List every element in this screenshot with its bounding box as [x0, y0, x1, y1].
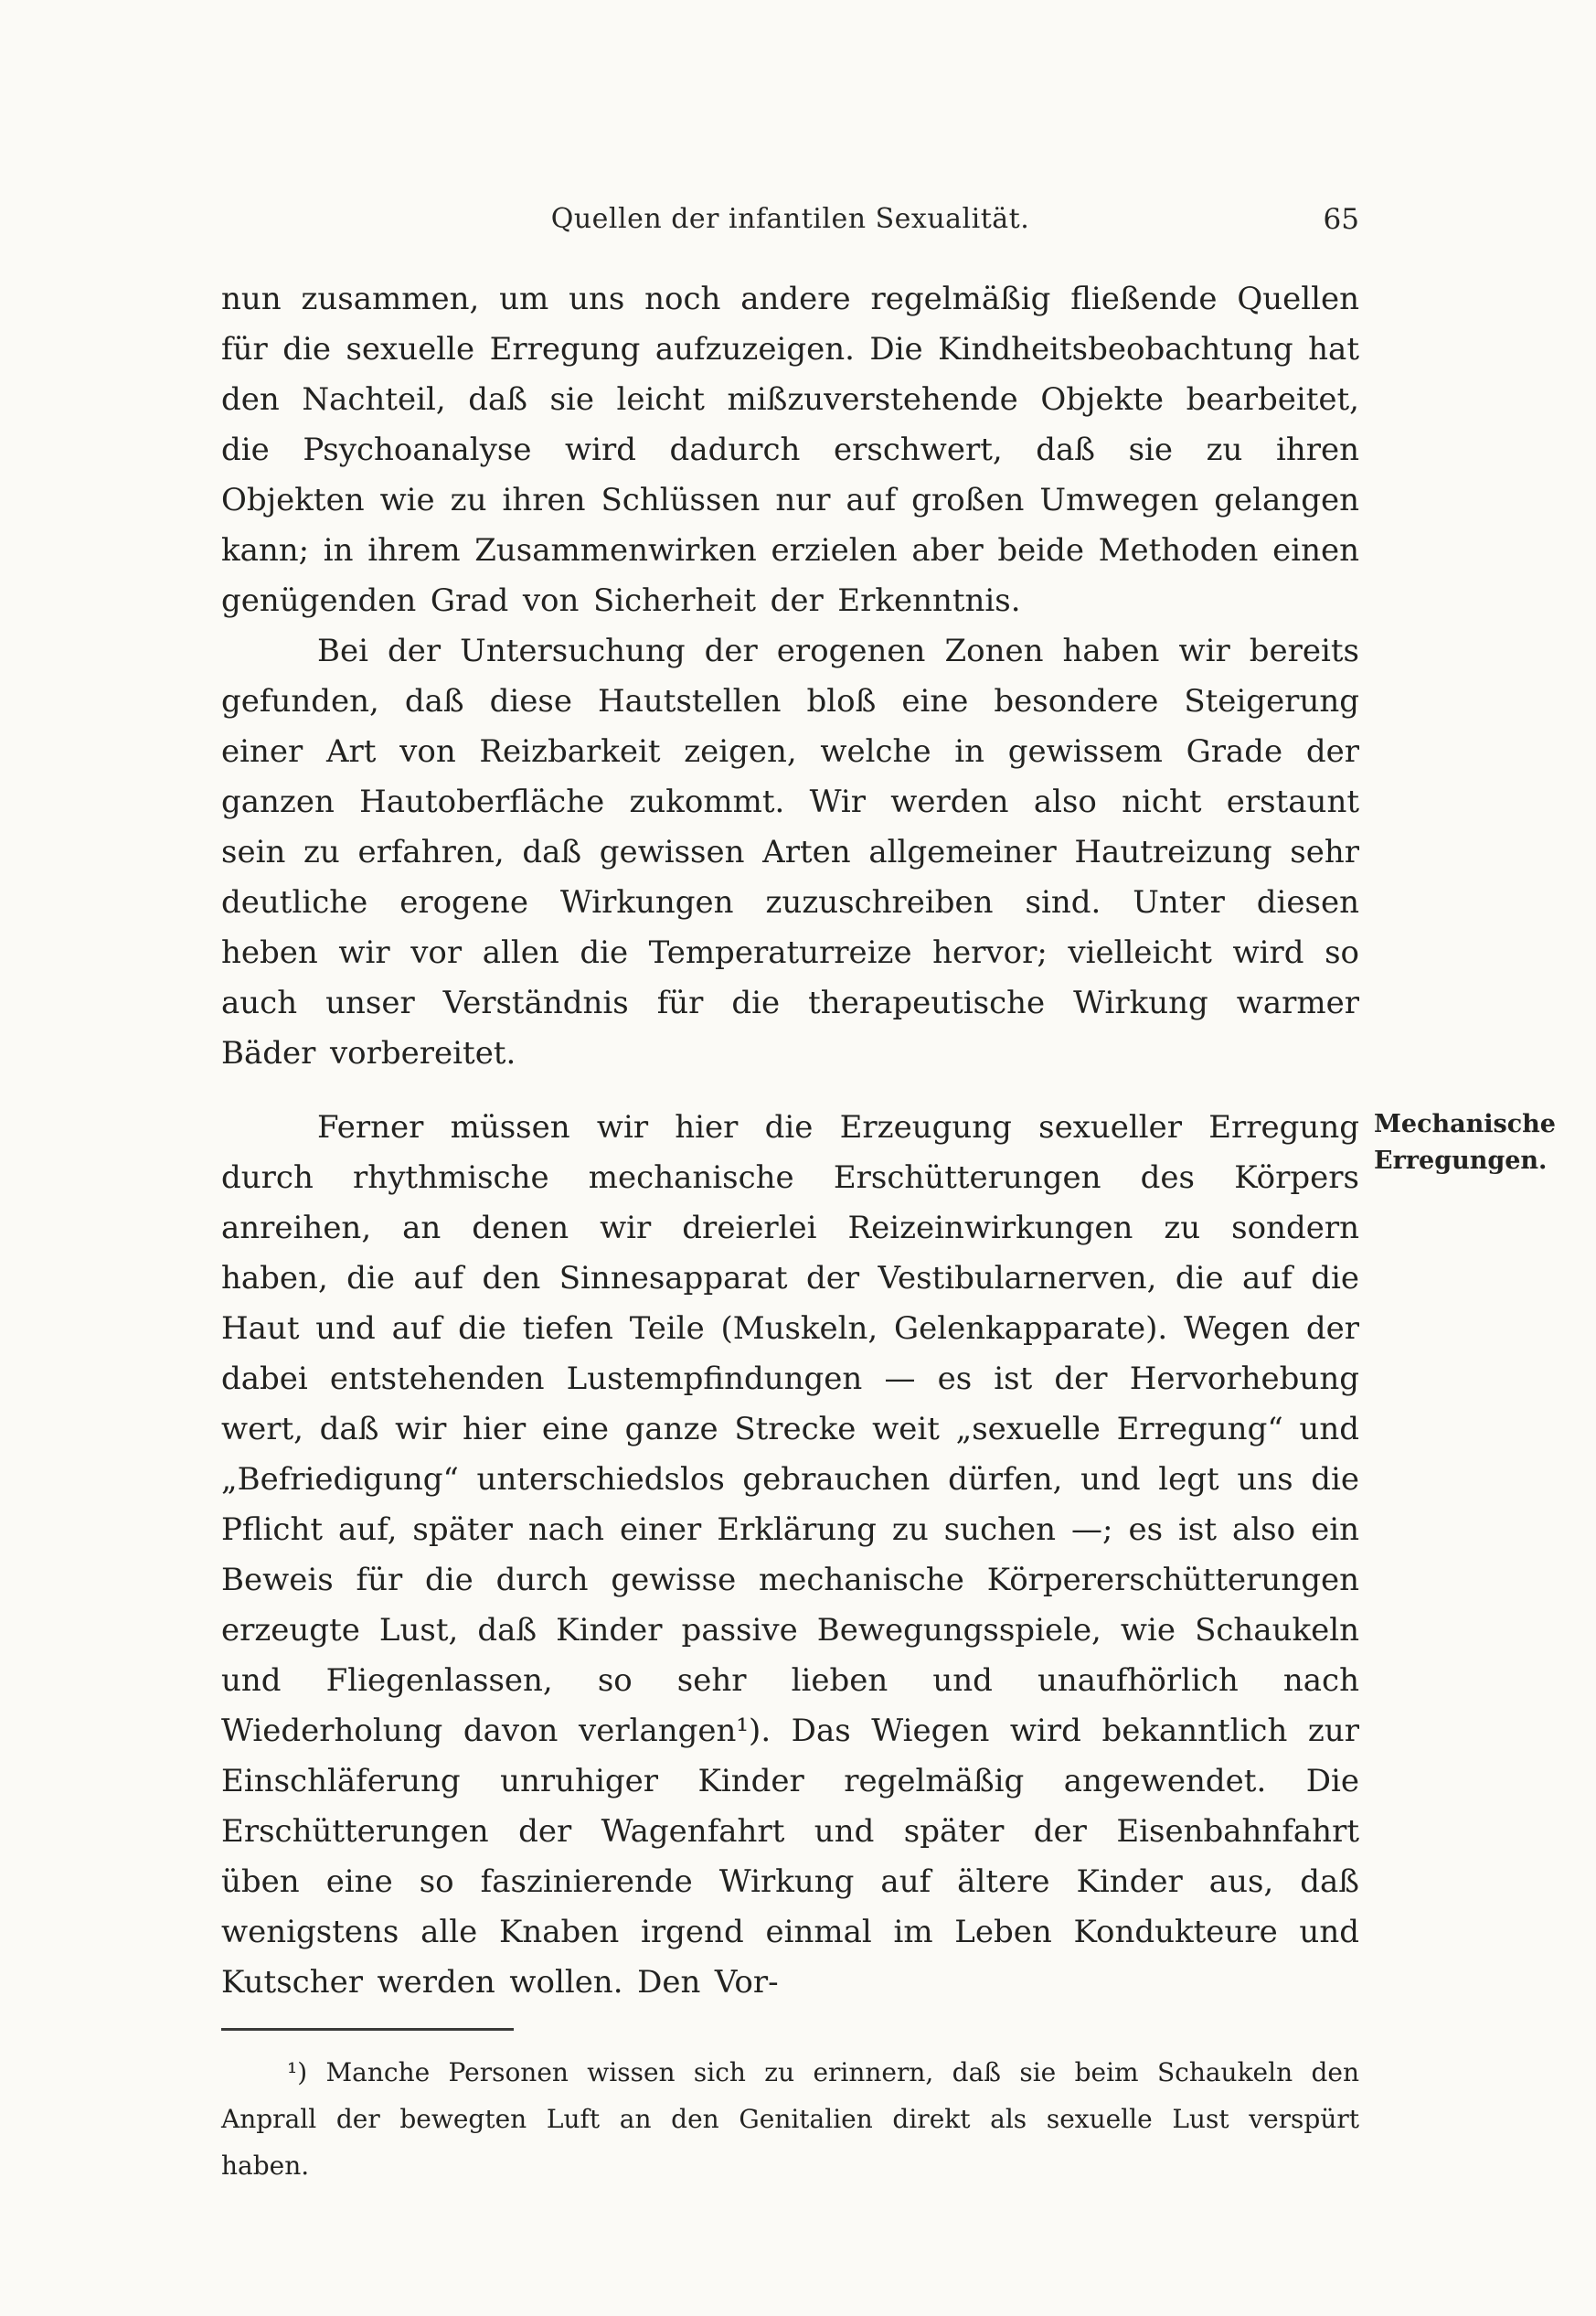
page-number: 65	[1323, 203, 1359, 236]
paragraph-with-margin-note	[221, 1103, 1556, 2008]
paragraph-erogenous-zones: Bei der Untersuchung der erogenen Zonen haben wir bereits gefunden, daß diese Hautstellen bloß eine besondere Steigerung einer Art von Reizbarkeit zeigen, welche in gewissem Grade der ganzen Hautoberfläche zukommt. Wir werden also nicht erstaunt sein zu erfahren, daß gewissen Arten allgemeiner Hautreizung sehr deutliche erogene Wirkungen zuzuschreiben sind. Unter diesen heben wir vor allen die Temperaturreize hervor; vielleicht wird so auch unser Verständnis für die therapeutische Wirkung warmer Bäder vorbereitet.	[221, 633, 1359, 1072]
running-title: Quellen der infantilen Sexualität.	[550, 203, 1030, 235]
footnote: ¹) Manche Personen wissen sich zu erinnern, daß sie beim Schaukeln den Anprall der bewegten Luft an den Genitalien direkt als sexuelle Lust verspürt haben.	[221, 2057, 1359, 2181]
footnote-separator-rule	[221, 2028, 514, 2031]
running-head	[221, 203, 1359, 240]
body-text-column	[221, 274, 1556, 2189]
margin-note: Mechanische Erregungen.	[1374, 1110, 1556, 1175]
paragraph-continuation: nun zusammen, um uns noch andere regelmäßig fließende Quellen für die sexuelle Erregung aufzuzeigen. Die Kindheitsbeobachtung hat den Nachteil, daß sie leicht mißzuverstehende Objekte bearbeitet, die Psychoanalyse wird dadurch erschwert, daß sie zu ihren Objekten wie zu ihren Schlüssen nur auf großen Umwegen gelangen kann; in ihrem Zusammenwirken erzielen aber beide Methoden einen genügenden Grad von Sicherheit der Erkenntnis.	[221, 281, 1359, 619]
paragraph-mechanical-excitation: Ferner müssen wir hier die Erzeugung sexueller Erregung durch rhythmische mechanische Erschütterungen des Körpers anreihen, an denen wir dreierlei Reizeinwirkungen zu sondern haben, die auf den Sinnesapparat der Vestibularnerven, die auf die Haut und auf die tiefen Teile (Muskeln, Gelenkapparate). Wegen der dabei entstehenden Lustempfindungen — es ist der Hervorhebung wert, daß wir hier eine ganze Strecke weit „sexuelle Erregung“ und „Befriedigung“ unterschiedslos gebrauchen dürfen, und legt uns die Pflicht auf, später nach einer Erklärung zu suchen —; es ist also ein Beweis für die durch gewisse mechanische Körpererschütterungen erzeugte Lust, daß Kinder passive Bewegungsspiele, wie Schaukeln und Fliegenlassen, so sehr lieben und unaufhörlich nach Wiederholung davon verlangen¹). Das Wiegen wird bekanntlich zur Einschläferung unruhiger Kinder regelmäßig angewendet. Die Erschütterungen der Wagenfahrt und später der Eisenbahnfahrt üben eine so faszinierende Wirkung auf ältere Kinder aus, daß wenigstens alle Knaben irgend einmal im Leben Kondukteure und Kutscher werden wollen. Den Vor-	[221, 1109, 1359, 2001]
